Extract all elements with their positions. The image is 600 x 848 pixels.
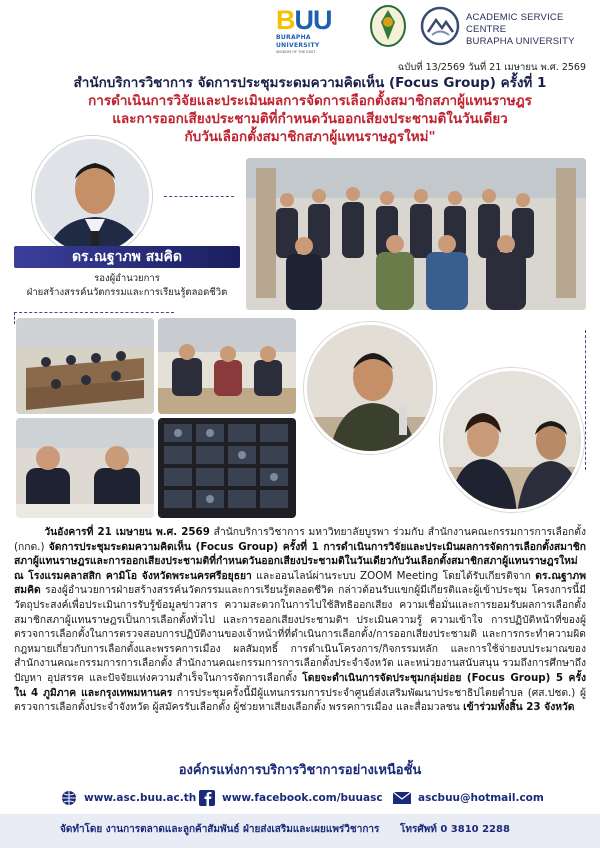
headline-line-3: และการออกเสียงประชามติที่กำหนดวันออกเสียงประชามติในวันเดียว xyxy=(112,111,508,127)
meeting-room-photo xyxy=(16,318,154,414)
buu-name: BURAPHA UNIVERSITY xyxy=(276,34,320,49)
issue-number: ฉบับที่ 13/2569 วันที่ 21 เมษายน พ.ศ. 2569 xyxy=(397,62,586,73)
dashed-connector xyxy=(164,196,234,197)
group-photo xyxy=(246,158,586,310)
speaker-role-line-2: ฝ่ายสร้างสรรค์นวัตกรรมและการเรียนรู้ตลอดชีวิต xyxy=(26,287,228,298)
facebook-icon xyxy=(198,790,216,806)
buu-logo: BUU BURAPHA UNIVERSITY WISDOM OF THE EAST xyxy=(276,6,348,46)
speaker-role-line-1: รองผู้อำนวยการ xyxy=(94,273,160,284)
faculty-seal-logo xyxy=(368,4,408,48)
organization-tagline: องค์กรแห่งการบริการวิชาการอย่างเหนือชั้น xyxy=(178,763,422,778)
attendees-photo xyxy=(16,418,154,518)
headline-line-2: การดำเนินการวิจัยและประเมินผลการจัดการเลือกตั้งสมาชิกสภาผู้แทนราษฎร xyxy=(88,93,532,109)
speaker-name-banner xyxy=(14,246,240,268)
participant-circle-photo-1 xyxy=(304,322,436,454)
participant-circle-photo-2 xyxy=(440,368,584,512)
buu-tagline: WISDOM OF THE EAST xyxy=(276,50,316,54)
zoom-meeting-screen xyxy=(158,418,296,518)
speaker-photo xyxy=(32,136,152,256)
globe-icon xyxy=(60,790,78,806)
body-date: วันอังคารที่ 21 เมษายน พ.ศ. 2569 xyxy=(44,526,210,538)
speaker-portrait xyxy=(14,136,240,254)
headline-line-4: กับวันเลือกตั้งสมาชิกสภาผู้แทนราษฎรใหม่" xyxy=(184,129,436,145)
article-body: วันอังคารที่ 21 เมษายน พ.ศ. 2569 สำนักบริการวิชาการ มหาวิทยาลัยบูรพา ร่วมกับ สำนักงานคณะกรรมการการเลือกตั้ง (กกต.) จัดการประชุมระดมความคิดเห็น (Focus Group) ครั้งที่ 1 การดำเนินการวิจัยและประเมินผลการจัดการเลือกตั้งสมาชิกสภาผู้แทนราษฎรและการออกเสียงประชามติที่กำหนดวันออกเสียงประชามติในวันเดียวกับวันเลือกตั้งสมาชิกสภาผู้แทนราษฎรใหม่ ณ โรงแรมคลาสสิก คามิโอ จังหวัดพระนครศรีอยุธยา และออนไลน์ผ่านระบบ ZOOM Meeting โดยได้รับเกียรติจาก ดร.ณฐาภพ สมคิด รองผู้อำนวยการฝ่ายสร้างสรรค์นวัตกรรมและการเรียนรู้ตลอดชีวิต กล่าวต้อนรับแขกผู้มีเกียรติและผู้เข้าประชุม โครงการนี้มีวัตถุประสงค์เพื่อประเมินการรับรู้ข้อมูลข่าวสาร ความสะดวกในการไปใช้สิทธิออกเสียง ความเชื่อมั่นและการยอมรับผลการเลือกตั้งสมาชิกสภาผู้แทนราษฎรเป็นการเลือกตั้งทั่วไป และการออกเสียงประชามติฯ ประเมินความรู้ ความเข้าใจ การปฏิบัติหน้าที่ของผู้ตรวจการเลือกตั้งในการตรวจสอบการปฏิบัติงานของเจ้าหน้าที่ที่ดำเนินการเลือกตั้ง/การออกเสียงประชามติ และการกระทำความผิดกฎหมายเกี่ยวกับการเลือกตั้งและพรรคการเมือง ผลสัมฤทธิ์ การดำเนินโครงการ/กิจกรรมหลัก และการใช้จ่ายงบประมาณของสำนักงานคณะกรรมการการเลือกตั้ง สำนักงานคณะกรรมการการเลือกตั้งประจำจังหวัด และหน่วยงานสนับสนุน รวมถึงการศึกษาถึงปัญหา อุปสรรค และปัจจัยแห่งความสำเร็จในการจัดการเลือกตั้ง โดยจะดำเนินการจัดประชุมกลุ่มย่อย (Focus Group) 5 ครั้ง ใน 4 ภูมิภาค และกรุงเทพมหานคร การประชุมครั้งนี้มีผู้แทนกรรมการประจำศูนย์ส่งเสริมพัฒนาประชาธิปไตยตำบล (ศส.ปชต.) ผู้ตรวจการเลือกตั้งประจำจังหวัด ผู้สมัครรับเลือกตั้ง ผู้ช่วยหาเสียงเลือกตั้ง พรรคการเมือง และสื่อมวลชน เข้าร่วมทั้งสิ้น 23 จังหวัด xyxy=(14,526,586,714)
asc-logo xyxy=(420,6,460,46)
footer-producer: จัดทำโดย งานการตลาดและลูกค้าสัมพันธ์ ฝ่ายส่งเสริมและเผยแพร่วิชาการ xyxy=(60,824,380,835)
presenters-photo xyxy=(158,318,296,414)
page-header xyxy=(0,0,600,56)
asc-name: ACADEMIC SERVICE CENTRE BURAPHA UNIVERSITY xyxy=(466,12,575,47)
speaker-name: ดร.ณฐาภพ สมคิด xyxy=(71,249,183,265)
footer-phone: โทรศัพท์ 0 3810 2288 xyxy=(400,824,510,835)
envelope-icon xyxy=(392,790,410,806)
website-link[interactable]: www.asc.buu.ac.th xyxy=(84,792,197,804)
facebook-link[interactable]: www.facebook.com/buuasc xyxy=(222,792,383,804)
email-link[interactable]: ascbuu@hotmail.com xyxy=(418,792,544,804)
headline-line-1: สำนักบริการวิชาการ จัดการประชุมระดมความคิดเห็น (Focus Group) ครั้งที่ 1 xyxy=(73,75,547,91)
